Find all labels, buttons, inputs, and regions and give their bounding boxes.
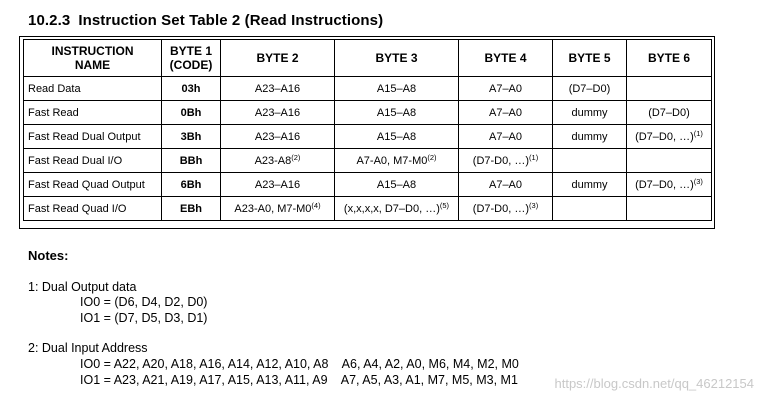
notes-title: Notes: [28, 248, 69, 263]
table-row [24, 77, 712, 101]
opcode-cell: 3Bh [162, 125, 221, 149]
cell-text: A7–A0 [488, 106, 523, 119]
cell-text: (D7–D0, …) [635, 178, 694, 191]
cell-text: A23–A16 [254, 82, 301, 95]
table-header-cell: INSTRUCTION NAME [24, 40, 162, 77]
byte-3-cell [335, 125, 459, 149]
read-instructions-table [23, 39, 712, 221]
note-2-line-1: IO0 = A22, A20, A18, A16, A14, A12, A10, A8 A6, A4, A2, A0, M6, M4, M2, M0 [80, 357, 519, 371]
cell-text: A23–A16 [254, 178, 301, 191]
section-title: Instruction Set Table 2 (Read Instructions) [78, 12, 384, 29]
table-header-cell: BYTE 3 [335, 40, 459, 77]
byte-3-cell [335, 77, 459, 101]
note-1-title: 1: Dual Output data [28, 280, 137, 294]
table-row [24, 173, 712, 197]
opcode-cell: BBh [162, 149, 221, 173]
footnote-ref: (4) [311, 200, 321, 210]
byte-2-cell [221, 101, 335, 125]
watermark: https://blog.csdn.net/qq_46212154 [554, 376, 754, 391]
cell-text: (D7-D0, …) [472, 202, 530, 215]
byte-4-cell [459, 173, 553, 197]
byte-5-cell [553, 149, 627, 173]
footnote-ref: (3) [693, 176, 703, 186]
section-number: 10.2.3 [28, 12, 71, 29]
footnote-ref: (2) [427, 152, 437, 162]
instruction-name-cell: Fast Read Dual Output [24, 125, 162, 149]
footnote-ref: (2) [291, 152, 301, 162]
byte-5-cell [553, 101, 627, 125]
section-heading [28, 12, 383, 29]
note-2-title: 2: Dual Input Address [28, 341, 148, 355]
byte-6-cell [627, 197, 712, 221]
cell-text: A23-A0, M7-M0 [234, 202, 312, 215]
cell-text: A15–A8 [376, 106, 417, 119]
table-header-row [24, 40, 712, 77]
footnote-ref: (1) [529, 152, 539, 162]
table-row [24, 101, 712, 125]
byte-6-cell [627, 77, 712, 101]
instruction-name-cell: Fast Read Quad I/O [24, 197, 162, 221]
cell-text: A23–A16 [254, 106, 301, 119]
cell-text: A15–A8 [376, 130, 417, 143]
table-row [24, 197, 712, 221]
byte-5-cell [553, 173, 627, 197]
cell-text: dummy [571, 106, 608, 119]
instruction-name-cell: Fast Read Quad Output [24, 173, 162, 197]
byte-2-cell [221, 125, 335, 149]
byte-2-cell [221, 197, 335, 221]
cell-text: (D7-D0, …) [472, 154, 530, 167]
byte-4-cell [459, 197, 553, 221]
byte-5-cell [553, 77, 627, 101]
instruction-name-cell: Read Data [24, 77, 162, 101]
cell-text: (D7–D0) [568, 82, 611, 95]
table-row [24, 125, 712, 149]
byte-2-cell [221, 149, 335, 173]
byte-6-cell [627, 149, 712, 173]
byte-6-cell [627, 173, 712, 197]
table-header-cell: BYTE 1 (CODE) [162, 40, 221, 77]
footnote-ref: (1) [693, 128, 703, 138]
table-row [24, 149, 712, 173]
cell-text: (D7–D0, …) [635, 130, 694, 143]
note-1-line-1: IO0 = (D6, D4, D2, D0) [80, 295, 208, 309]
opcode-cell: 0Bh [162, 101, 221, 125]
table-header-cell: BYTE 6 [627, 40, 712, 77]
cell-text: (D7–D0) [648, 106, 690, 119]
byte-2-cell [221, 77, 335, 101]
note-1-line-2: IO1 = (D7, D5, D3, D1) [80, 311, 208, 325]
byte-6-cell [627, 101, 712, 125]
byte-3-cell [335, 173, 459, 197]
table-header-cell: BYTE 4 [459, 40, 553, 77]
opcode-cell: EBh [162, 197, 221, 221]
instruction-name-cell: Fast Read [24, 101, 162, 125]
cell-text: A7-A0, M7-M0 [356, 154, 428, 167]
cell-text: A23–A16 [254, 130, 301, 143]
byte-2-cell [221, 173, 335, 197]
opcode-cell: 6Bh [162, 173, 221, 197]
cell-text: A23-A8 [254, 154, 292, 167]
footnote-ref: (5) [439, 200, 450, 210]
cell-text: A15–A8 [376, 82, 417, 95]
instruction-name-cell: Fast Read Dual I/O [24, 149, 162, 173]
cell-text: A7–A0 [488, 178, 523, 191]
cell-text: dummy [571, 178, 608, 191]
byte-3-cell [335, 149, 459, 173]
cell-text: A15–A8 [376, 178, 417, 191]
table-header-cell: BYTE 5 [553, 40, 627, 77]
byte-4-cell [459, 101, 553, 125]
cell-text: (x,x,x,x, D7–D0, …) [343, 202, 440, 215]
cell-text: A7–A0 [488, 130, 523, 143]
note-2-line-2: IO1 = A23, A21, A19, A17, A15, A13, A11, A9 A7, A5, A3, A1, M7, M5, M3, M1 [80, 373, 518, 387]
byte-3-cell [335, 101, 459, 125]
byte-6-cell [627, 125, 712, 149]
opcode-cell: 03h [162, 77, 221, 101]
byte-3-cell [335, 197, 459, 221]
cell-text: dummy [571, 130, 608, 143]
cell-text: A7–A0 [488, 82, 523, 95]
byte-5-cell [553, 125, 627, 149]
byte-5-cell [553, 197, 627, 221]
byte-4-cell [459, 77, 553, 101]
table-header-cell: BYTE 2 [221, 40, 335, 77]
footnote-ref: (3) [529, 200, 539, 210]
byte-4-cell [459, 125, 553, 149]
byte-4-cell [459, 149, 553, 173]
